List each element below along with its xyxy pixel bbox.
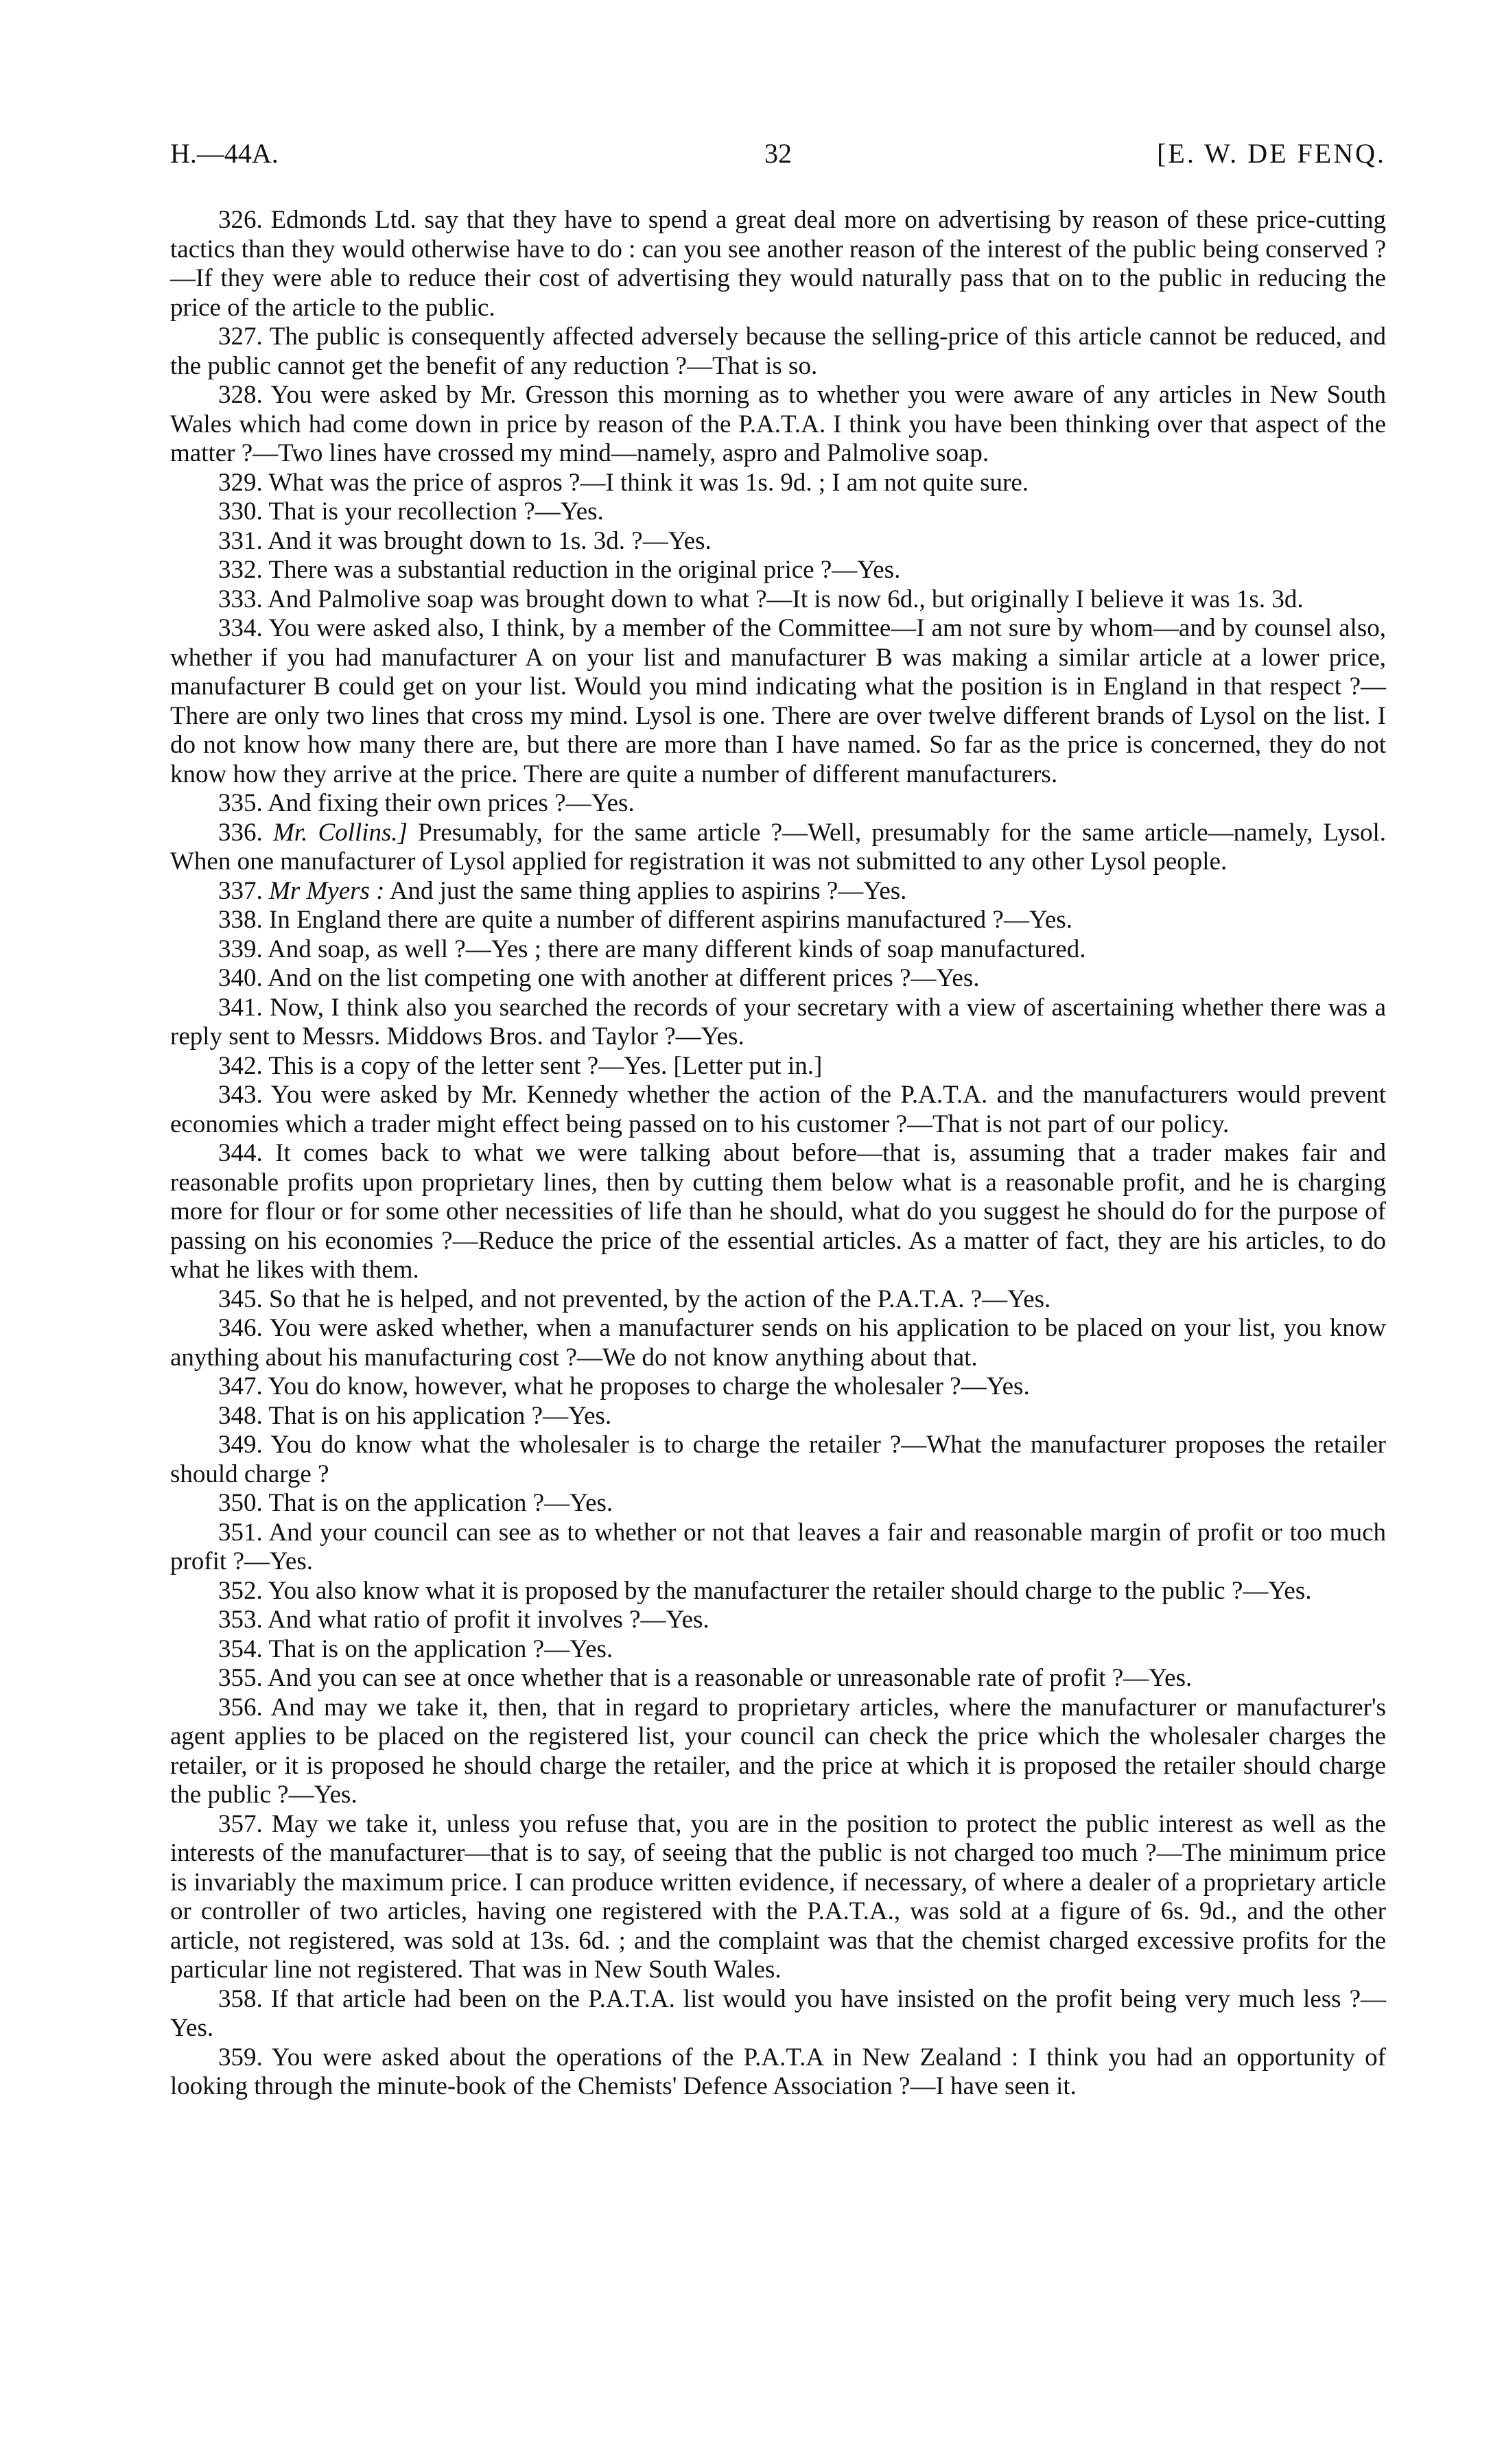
page-number: 32 bbox=[764, 138, 792, 169]
question-paragraph bbox=[170, 1635, 1386, 1665]
question-number: 358. bbox=[218, 1984, 263, 2013]
question-number: 347. bbox=[218, 1372, 263, 1400]
question-paragraph bbox=[170, 1431, 1386, 1489]
question-paragraph bbox=[170, 614, 1386, 789]
question-number: 345. bbox=[218, 1284, 263, 1313]
question-number: 335. bbox=[218, 789, 263, 817]
question-number: 349. bbox=[218, 1431, 263, 1459]
question-number: 352. bbox=[218, 1576, 263, 1605]
question-text: In England there are quite a number of different aspirins manufactured ?—Yes. bbox=[269, 906, 1072, 934]
question-number: 340. bbox=[218, 964, 263, 992]
question-number: 337. bbox=[218, 876, 263, 905]
question-paragraph bbox=[170, 585, 1386, 615]
question-text: It comes back to what we were talking about before—that is, assuming that a trader makes fair and reasonable profits upon proprietary lines, then by cutting them below what is a reasonable profit, and he is charging more for flour or for some other necessities of life than he should, what do you suggest he should do for the purpose of passing on his economies ?—Reduce the price of the essential articles. As a matter of fact, they are his articles, to do what he likes with them. bbox=[170, 1139, 1386, 1284]
question-text: If that article had been on the P.A.T.A. list would you have insisted on the profit being very much less ?—Yes. bbox=[170, 1984, 1386, 2042]
question-text: And on the list competing one with another at different prices ?—Yes. bbox=[267, 964, 980, 992]
question-paragraph bbox=[170, 1314, 1386, 1372]
question-text: And Palmolive soap was brought down to what ?—It is now 6d., but originally I believe it was 1s. 3d. bbox=[267, 585, 1304, 613]
question-paragraph bbox=[170, 1693, 1386, 1810]
question-paragraph bbox=[170, 527, 1386, 556]
speaker-name: Mr Myers : bbox=[269, 876, 385, 905]
question-text: And you can see at once whether that is a reasonable or unreasonable rate of profit ?—Yes. bbox=[267, 1664, 1193, 1692]
page-header bbox=[170, 137, 1386, 178]
question-number: 339. bbox=[218, 935, 263, 963]
question-paragraph bbox=[170, 2043, 1386, 2102]
question-paragraph bbox=[170, 964, 1386, 994]
question-paragraph bbox=[170, 1139, 1386, 1285]
question-paragraph bbox=[170, 1518, 1386, 1577]
question-number: 329. bbox=[218, 468, 263, 497]
question-paragraph bbox=[170, 819, 1386, 877]
question-text: That is your recollection ?—Yes. bbox=[268, 497, 604, 526]
question-number: 333. bbox=[218, 585, 263, 613]
question-text: You were asked about the operations of the P.A.T.A in New Zealand : I think you had an opportunity of looking through the minute-book of the Chemists' Defence Association ?—I have seen it. bbox=[170, 2043, 1386, 2100]
question-text: This is a copy of the letter sent ?—Yes. [Letter put in.] bbox=[268, 1051, 823, 1080]
question-paragraph bbox=[170, 906, 1386, 935]
question-text: You do know, however, what he proposes to charge the wholesaler ?—Yes. bbox=[268, 1372, 1030, 1400]
question-paragraph bbox=[170, 1664, 1386, 1693]
question-paragraph bbox=[170, 1489, 1386, 1518]
question-number: 356. bbox=[218, 1693, 263, 1722]
question-paragraph bbox=[170, 1577, 1386, 1606]
question-text: You were asked by Mr. Kennedy whether the action of the P.A.T.A. and the manufacturers would prevent economies which a trader might effect being passed on to his customer ?—That is not part of our policy. bbox=[170, 1081, 1386, 1138]
question-number: 331. bbox=[218, 526, 263, 555]
question-paragraph bbox=[170, 469, 1386, 498]
question-number: 346. bbox=[218, 1314, 263, 1342]
transcript-body bbox=[170, 206, 1386, 2102]
question-text: That is on his application ?—Yes. bbox=[268, 1401, 612, 1430]
question-paragraph bbox=[170, 381, 1386, 469]
question-text: And it was brought down to 1s. 3d. ?—Yes. bbox=[267, 526, 712, 555]
question-number: 328. bbox=[218, 381, 263, 409]
question-paragraph bbox=[170, 497, 1386, 527]
question-paragraph bbox=[170, 556, 1386, 585]
question-number: 341. bbox=[218, 993, 263, 1022]
question-text: And what ratio of profit it involves ?—Yes. bbox=[267, 1606, 709, 1634]
question-text: You were asked whether, when a manufacturer sends on his application to be placed on your list, you know anything about his manufacturing cost ?—We do not know anything about that. bbox=[170, 1314, 1386, 1372]
question-paragraph bbox=[170, 1372, 1386, 1402]
question-paragraph bbox=[170, 789, 1386, 819]
question-paragraph bbox=[170, 1985, 1386, 2043]
question-number: 353. bbox=[218, 1606, 263, 1634]
question-paragraph bbox=[170, 1285, 1386, 1315]
question-text: And may we take it, then, that in regard to proprietary articles, where the manufacturer or manufacturer's agent applies to be placed on the registered list, your council can check the price which the wholesaler charges the retailer, or it is proposed he should charge the retailer, and the price at which it is proposed the retailer should charge the public ?—Yes. bbox=[170, 1693, 1386, 1809]
question-text: What was the price of aspros ?—I think it was 1s. 9d. ; I am not quite sure. bbox=[268, 468, 1029, 497]
question-paragraph bbox=[170, 1052, 1386, 1081]
document-code: H.—44A. bbox=[170, 138, 279, 169]
question-paragraph bbox=[170, 1810, 1386, 1985]
question-text: And just the same thing applies to aspirins ?—Yes. bbox=[389, 876, 907, 905]
question-number: 330. bbox=[218, 497, 263, 526]
question-number: 351. bbox=[218, 1518, 263, 1547]
question-paragraph bbox=[170, 322, 1386, 381]
question-paragraph bbox=[170, 994, 1386, 1052]
question-text: May we take it, unless you refuse that, you are in the position to protect the public interest as well as the interests of the manufacturer—that is to say, of seeing that the public is not charged too much ?—The minimum price is invariably the maximum price. I can produce written evidence, if necessary, of where a dealer of a proprietary article or controller of two articles, having one registered with the P.A.T.A., was sold at a figure of 6s. 9d., and the other article, not registered, was sold at 13s. 6d. ; and the complaint was that the chemist charged excessive profits for the particular line not registered. That was in New South Wales. bbox=[170, 1809, 1387, 1984]
question-paragraph bbox=[170, 1402, 1386, 1431]
question-text: You do know what the wholesaler is to charge the retailer ?—What the manufacturer proposes the retailer should charge ? bbox=[170, 1431, 1386, 1488]
question-text: That is on the application ?—Yes. bbox=[268, 1489, 613, 1517]
question-text: There was a substantial reduction in the original price ?—Yes. bbox=[268, 556, 901, 584]
question-paragraph bbox=[170, 935, 1386, 965]
question-number: 342. bbox=[218, 1051, 263, 1080]
question-text: Edmonds Ltd. say that they have to spend a great deal more on advertising by reason of these price-cutting tactics than they would otherwise have to do : can you see another reason of the interest of the public being conserved ?—If they were able to reduce their cost of advertising they would naturally pass that on to the public in reducing the price of the article to the public. bbox=[170, 206, 1386, 322]
question-number: 334. bbox=[218, 614, 263, 642]
question-number: 359. bbox=[218, 2043, 263, 2072]
question-text: Presumably, for the same article ?—Well, presumably for the same article—namely, Lysol. When one manufacturer of Lysol applied for registration it was not submitted to any other Lysol people. bbox=[170, 818, 1387, 876]
question-number: 343. bbox=[218, 1081, 263, 1109]
question-paragraph bbox=[170, 1606, 1386, 1635]
question-text: And your council can see as to whether or not that leaves a fair and reasonable margin of profit or too much profit ?—Yes. bbox=[170, 1518, 1386, 1575]
question-number: 348. bbox=[218, 1401, 263, 1430]
question-paragraph bbox=[170, 206, 1386, 322]
question-number: 344. bbox=[218, 1139, 263, 1167]
question-text: And fixing their own prices ?—Yes. bbox=[267, 789, 635, 817]
question-number: 357. bbox=[218, 1809, 263, 1838]
question-number: 336. bbox=[218, 818, 263, 847]
question-text: The public is consequently affected adversely because the selling-price of this article cannot be reduced, and the public cannot get the benefit of any reduction ?—That is so. bbox=[170, 322, 1386, 380]
question-number: 355. bbox=[218, 1664, 263, 1692]
question-number: 327. bbox=[218, 322, 263, 351]
question-number: 332. bbox=[218, 556, 263, 584]
question-number: 354. bbox=[218, 1634, 263, 1663]
question-number: 338. bbox=[218, 906, 263, 934]
question-text: So that he is helped, and not prevented, by the action of the P.A.T.A. ?—Yes. bbox=[269, 1284, 1051, 1313]
question-text: Now, I think also you searched the records of your secretary with a view of ascertaining whether there was a reply sent to Messrs. Middows Bros. and Taylor ?—Yes. bbox=[170, 993, 1386, 1051]
question-number: 350. bbox=[218, 1489, 263, 1517]
question-number: 326. bbox=[218, 206, 263, 234]
question-paragraph bbox=[170, 877, 1386, 906]
speaker-name: Mr. Collins.] bbox=[272, 818, 408, 847]
question-text: You also know what it is proposed by the manufacturer the retailer should charge to the public ?—Yes. bbox=[268, 1576, 1312, 1605]
question-paragraph bbox=[170, 1081, 1386, 1139]
question-text: You were asked also, I think, by a member of the Committee—I am not sure by whom—and by counsel also, whether if you had manufacturer A on your list and manufacturer B was making a similar article at a lower price, manufacturer B could get on your list. Would you mind indicating what the position is in England in that respect ?—There are only two lines that cross my mind. Lysol is one. There are over twelve different brands of Lysol on the list. I do not know how many there are, but there are more than I have named. So far as the price is concerned, they do not know how they arrive at the price. There are quite a number of different manufacturers. bbox=[170, 614, 1386, 788]
question-text: You were asked by Mr. Gresson this morning as to whether you were aware of any articles in New South Wales which had come down in price by reason of the P.A.T.A. I think you have been thinking over that aspect of the matter ?—Two lines have crossed my mind—namely, aspro and Palmolive soap. bbox=[170, 381, 1386, 467]
question-text: And soap, as well ?—Yes ; there are many different kinds of soap manufactured. bbox=[267, 935, 1086, 963]
question-text: That is on the application ?—Yes. bbox=[268, 1634, 613, 1663]
witness-name: [E. W. DE FENQ. bbox=[1157, 138, 1386, 169]
